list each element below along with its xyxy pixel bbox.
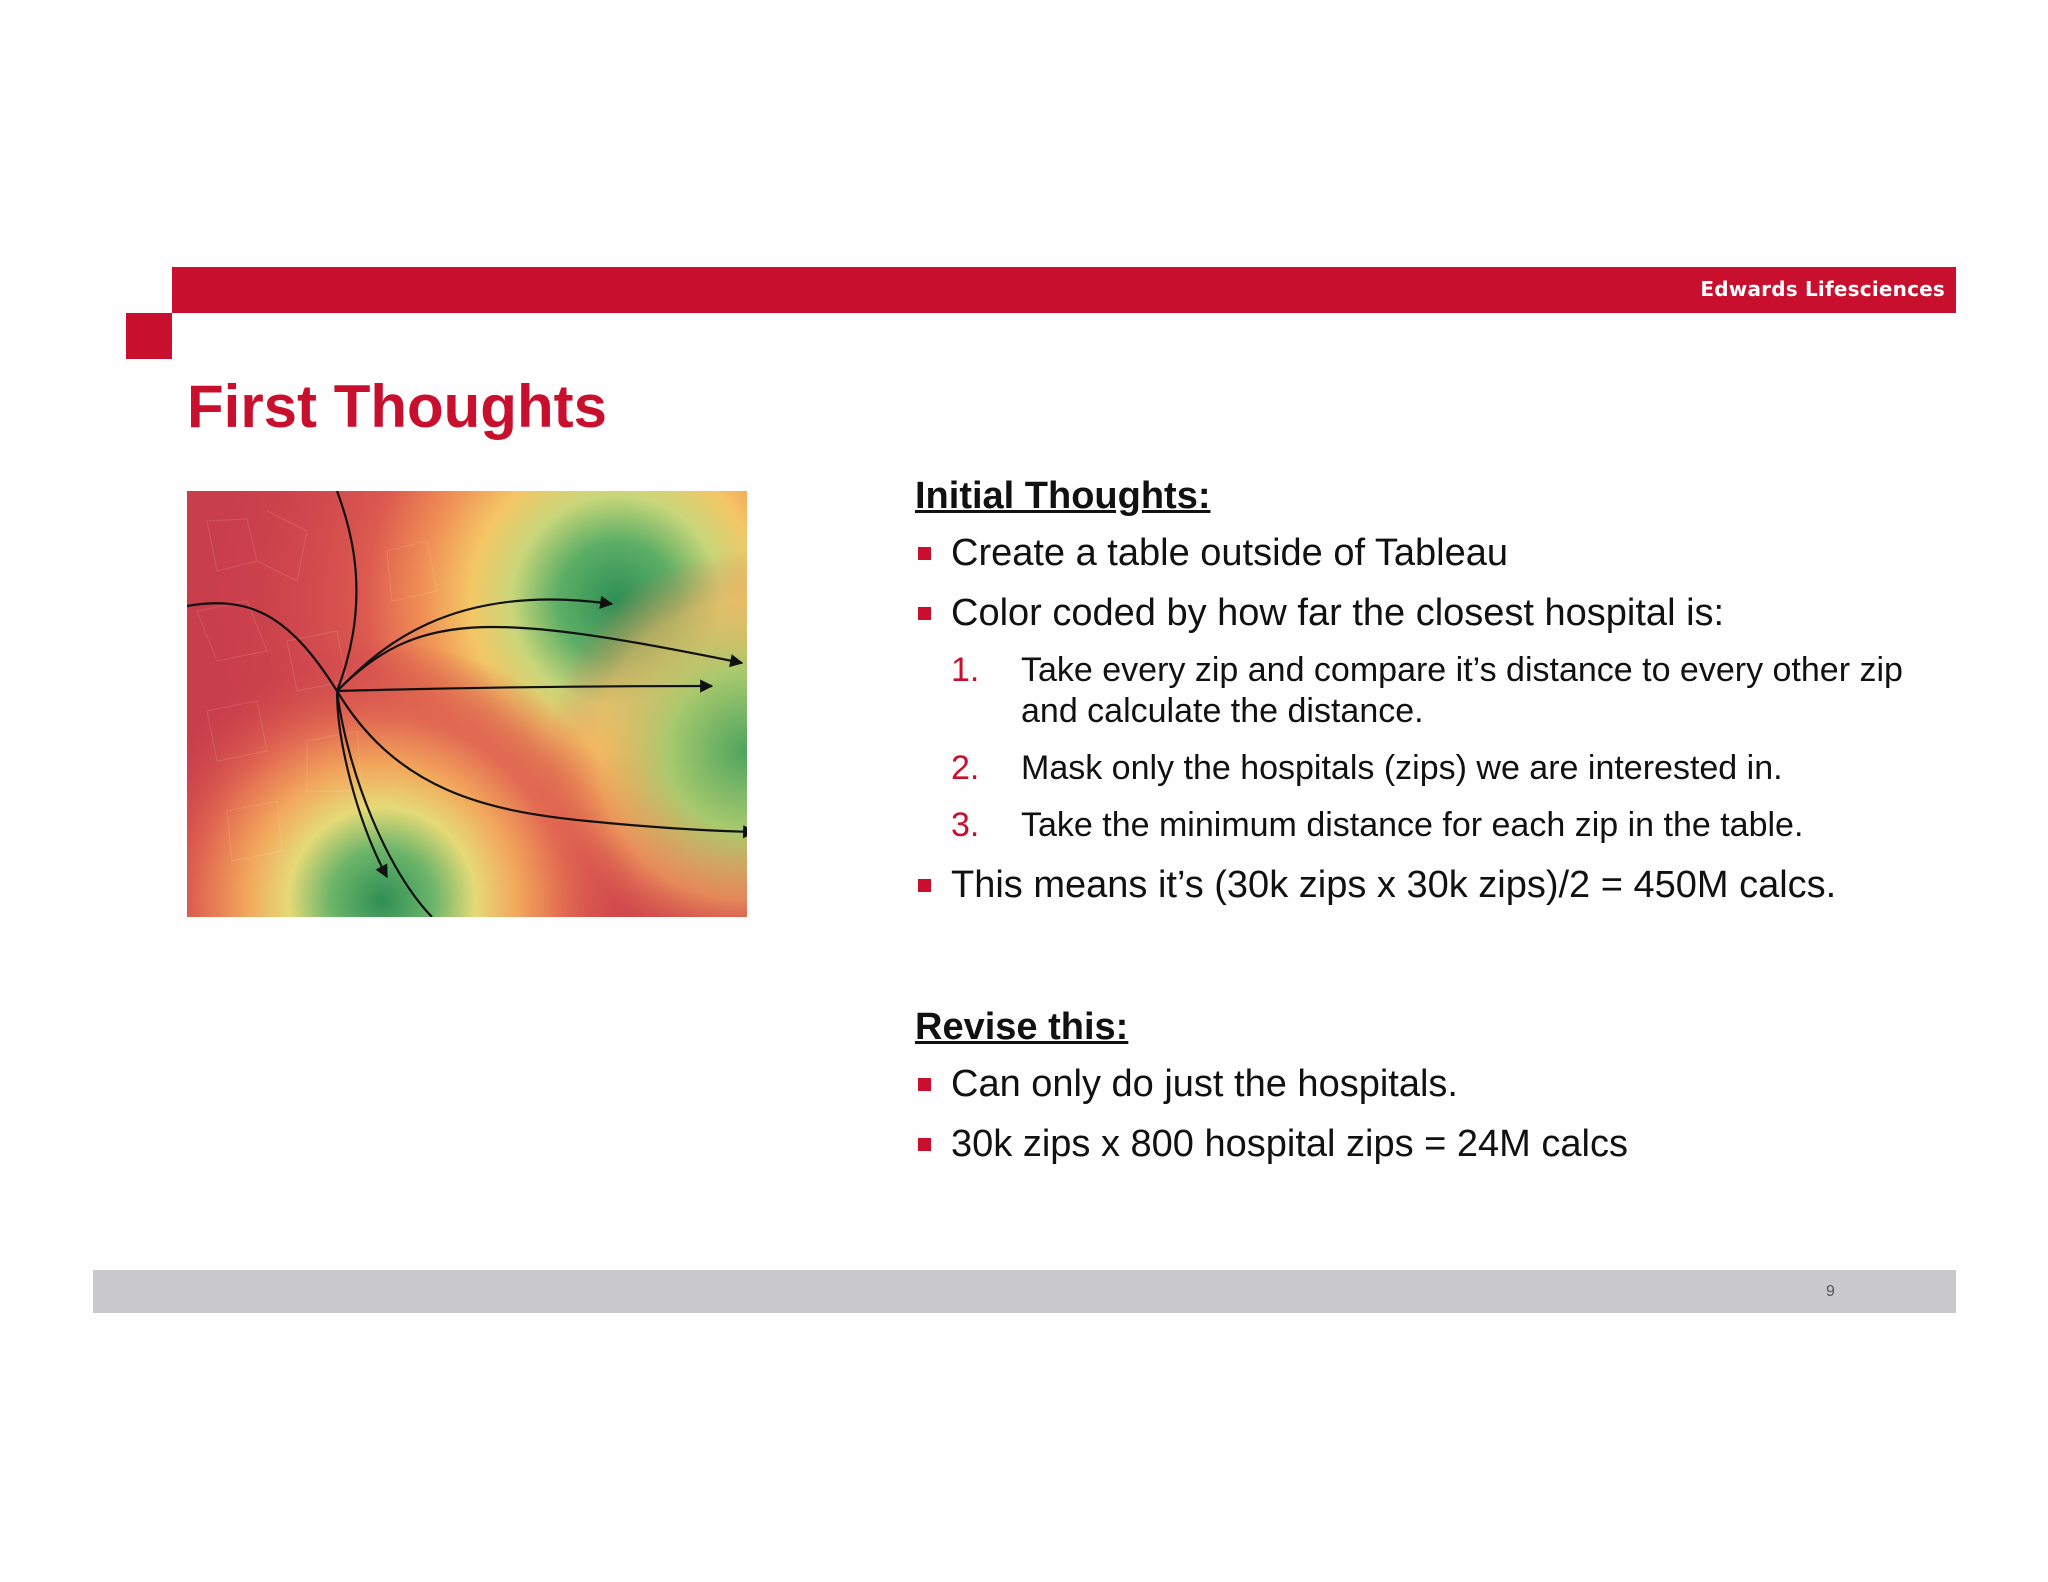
list-item: [915, 530, 1935, 576]
slide-title: First Thoughts: [187, 373, 607, 440]
bullet-text: Can only do just the hospitals.: [951, 1063, 1458, 1105]
step-text: Take the minimum distance for each zip in the table.: [1021, 806, 1804, 844]
bullet-square-icon: [918, 1138, 931, 1151]
bullet-square-icon: [918, 607, 931, 620]
page-number: 9: [1826, 1283, 1835, 1300]
bullet-text: 30k zips x 800 hospital zips = 24M calcs: [951, 1123, 1628, 1165]
bullet-square-icon: [918, 879, 931, 892]
numbered-step: [915, 805, 1935, 846]
list-item: [915, 590, 1935, 636]
numbered-step: [915, 650, 1935, 732]
revise-heading: Revise this:: [915, 1006, 1129, 1048]
bullet-text: Create a table outside of Tableau: [951, 532, 1509, 574]
bullet-square-icon: [918, 1078, 931, 1091]
distance-heatmap-image: [187, 491, 747, 917]
content-area: [915, 475, 1935, 1181]
step-text: Mask only the hospitals (zips) we are interested in.: [1021, 749, 1783, 787]
brand-logo-text: Edwards Lifesciences: [1700, 277, 1945, 301]
initial-thoughts-heading: Initial Thoughts:: [915, 475, 1211, 517]
step-number: 2.: [951, 749, 980, 787]
footer-band: [93, 1270, 1956, 1313]
numbered-step: [915, 748, 1935, 789]
header-corner-square: [126, 313, 172, 359]
step-number: 3.: [951, 806, 980, 844]
step-text: Take every zip and compare it’s distance to every other zip and calculate the distance.: [1021, 651, 1903, 730]
step-number: 1.: [951, 651, 980, 689]
bullet-text: Color coded by how far the closest hospital is:: [951, 592, 1725, 634]
bullet-text: This means it’s (30k zips x 30k zips)/2 = 450M calcs.: [951, 864, 1837, 906]
header-band: [172, 267, 1956, 313]
list-item: [915, 862, 1935, 908]
bullet-square-icon: [918, 547, 931, 560]
list-item: [915, 1061, 1935, 1107]
list-item: [915, 1121, 1935, 1167]
